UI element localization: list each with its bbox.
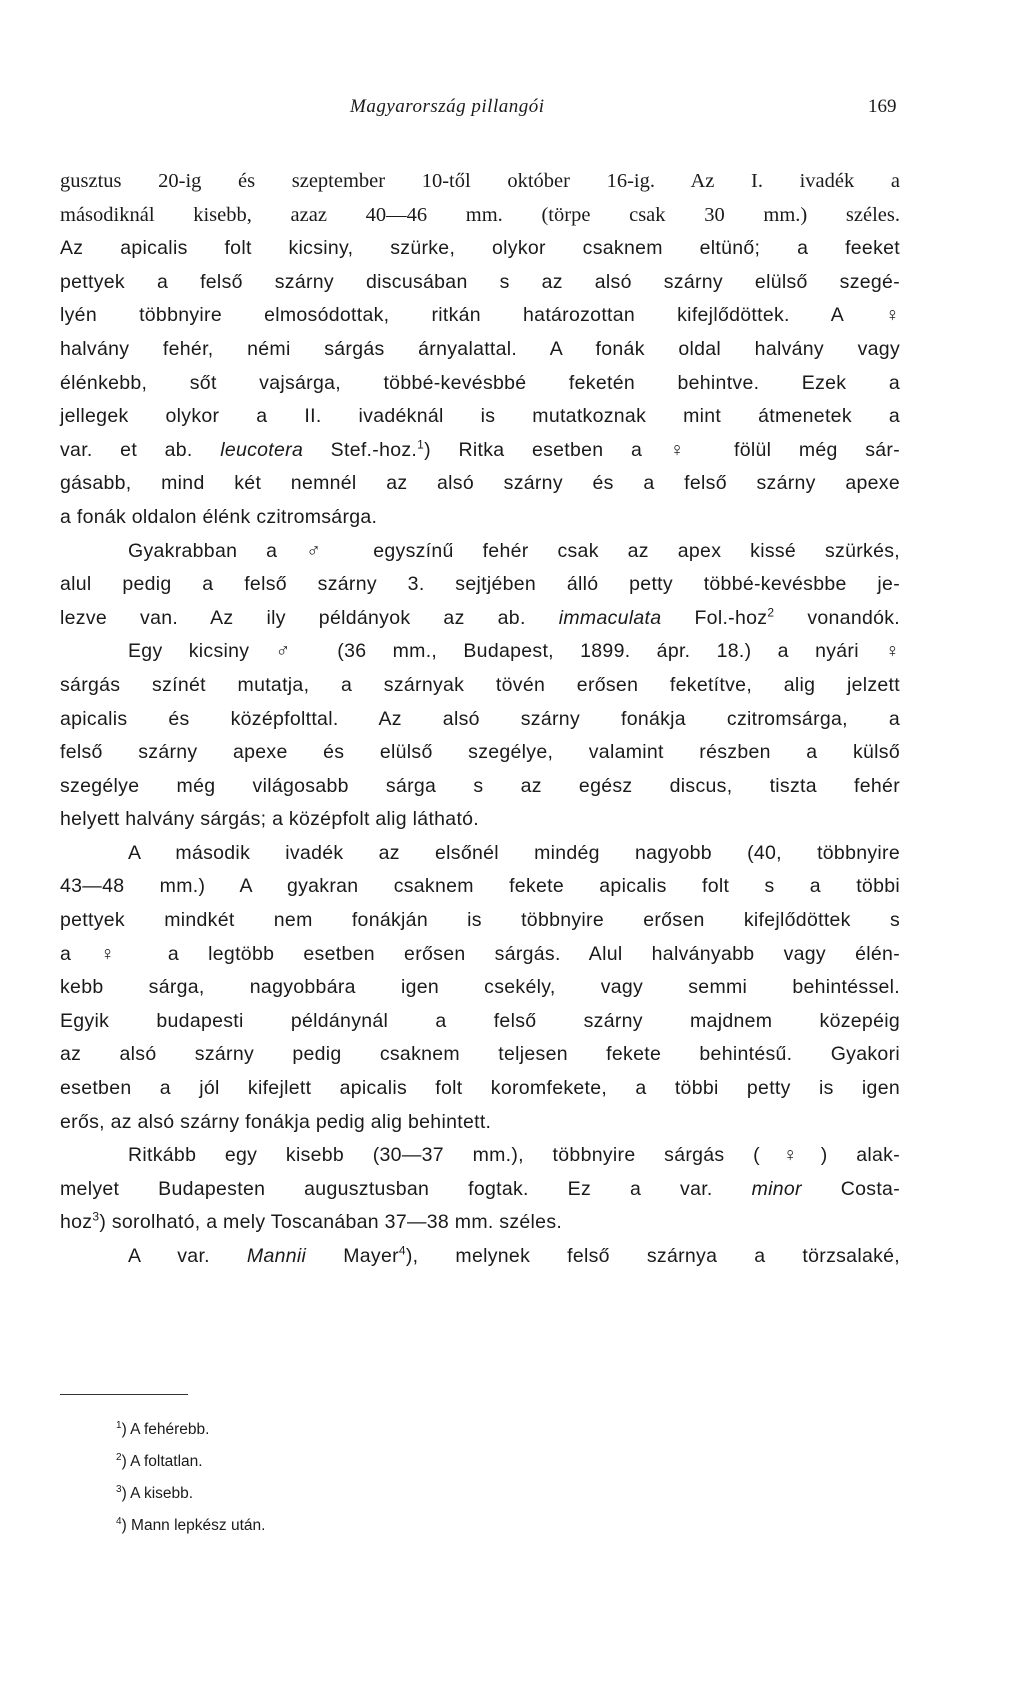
text-line: felső szárny apexe és elülső szegélye, valamint részben a külső <box>60 741 900 764</box>
text-line: kebb sárga, nagyobbára igen csekély, vagy semmi behintéssel. <box>60 976 900 999</box>
text-line <box>60 1240 900 1274</box>
text-line <box>60 602 900 636</box>
text-line <box>60 1206 900 1240</box>
text-line: sárgás színét mutatja, a szárnyak tövén erősen feketítve, alig jelzett <box>60 673 900 696</box>
text-line: pettyek a felső szárny discusában s az alsó szárny elülső szegé- <box>60 270 900 293</box>
text-line: 43—48 mm.) A gyakran csaknem fekete apicalis folt s a többi <box>60 875 900 898</box>
text-line: az alsó szárny pedig csaknem teljesen fekete behintésű. Gyakori <box>60 1043 900 1066</box>
footnote-ref: 3 <box>92 1209 100 1224</box>
text-line: Ritkább egy kisebb (30—37 mm.), többnyire sárgás (♀) alak- <box>128 1144 900 1167</box>
text-line: jellegek olykor a II. ivadéknál is mutatkoznak mint átmenetek a <box>60 405 900 428</box>
taxon-name: immaculata <box>558 606 662 629</box>
footnote-ref: 1 <box>417 437 425 452</box>
text-line: esetben a jól kifejlett apicalis folt koromfekete, a többi petty is igen <box>60 1077 900 1100</box>
text-line: Egyik budapesti példánynál a felső szárny majdnem közepéig <box>60 1009 900 1032</box>
taxon-name: leucotera <box>220 438 304 461</box>
footnote-text: ) A foltatlan. <box>121 1453 203 1470</box>
text-line: másodiknál kisebb, azaz 40—46 mm. (törpe csak 30 mm.) széles. <box>60 203 900 226</box>
text-fragment: Mayer <box>343 1245 399 1267</box>
text-line: halvány fehér, némi sárgás árnyalattal. A fonák oldal halvány vagy <box>60 337 900 360</box>
footnote-ref: 2 <box>767 605 775 620</box>
text-fragment: ) Ritka esetben a ♀ fölül még sár- <box>424 438 901 461</box>
text-line: szegélye még világosabb sárga s az egész discus, tiszta fehér <box>60 774 900 797</box>
text-line: gásabb, mind két nemnél az alsó szárny és a felső szárny apexe <box>60 472 900 495</box>
text-fragment: melyet Budapesten augusztusban fogtak. Ez a var. <box>60 1177 713 1200</box>
body-text <box>60 165 900 1274</box>
text-line: élénkebb, sőt vajsárga, többé-kevésbbé feketén behintve. Ezek a <box>60 371 900 394</box>
text-fragment: A var. <box>128 1245 210 1267</box>
text-fragment: lezve van. Az ily példányok az ab. <box>60 606 526 629</box>
running-title: Magyarország pillangói <box>350 96 545 117</box>
footnote-number: 3 <box>116 1483 122 1495</box>
text-line: Gyakrabban a ♂ egyszínű fehér csak az apex kissé szürkés, <box>128 539 900 562</box>
text-line: gusztus 20-ig és szeptember 10-től október 16-ig. Az I. ivadék a <box>60 170 900 192</box>
text-line: lyén többnyire elmosódottak, ritkán határozottan kifejlődöttek. A ♀ <box>60 304 900 327</box>
taxon-name: minor <box>751 1177 802 1200</box>
footnote <box>116 1414 265 1446</box>
text-line: A második ivadék az elsőnél mindég nagyobb (40, többnyire <box>128 841 900 864</box>
text-fragment: ), melynek felső szárnya a törzsalaké, <box>405 1245 901 1267</box>
text-fragment: Fol.-hoz <box>694 606 768 629</box>
text-line: apicalis és középfolttal. Az alsó szárny fonákja czitromsárga, a <box>60 707 900 730</box>
text-line: a fonák oldalon élénk czitromsárga. <box>60 505 378 528</box>
text-line: a ♀ a legtöbb esetben erősen sárgás. Alul halványabb vagy élén- <box>60 942 900 965</box>
footnote-text: ) Mann lepkész után. <box>121 1517 266 1534</box>
text-fragment: hoz <box>60 1211 93 1234</box>
taxon-name: Mannii <box>246 1245 307 1267</box>
text-fragment: var. et ab. <box>60 438 193 461</box>
text-line: Az apicalis folt kicsiny, szürke, olykor csaknem eltünő; a feeket <box>60 237 900 260</box>
footnote-number: 1 <box>116 1419 122 1431</box>
text-line: Egy kicsiny ♂ (36 mm., Budapest, 1899. ápr. 18.) a nyári ♀ <box>128 640 900 663</box>
footnote-divider <box>60 1394 188 1395</box>
text-line <box>60 1173 900 1207</box>
footnote-text: ) A kisebb. <box>121 1485 194 1502</box>
footnote <box>116 1446 265 1478</box>
page-number: 169 <box>868 96 897 117</box>
text-fragment: Stef.-hoz. <box>330 438 418 461</box>
footnote-number: 4 <box>116 1515 122 1527</box>
footnote-text: ) A fehérebb. <box>121 1421 210 1438</box>
footnotes <box>116 1414 265 1542</box>
footnote <box>116 1478 265 1510</box>
footnote-number: 2 <box>116 1451 122 1463</box>
text-line: alul pedig a felső szárny 3. sejtjében álló petty többé-kevésbbe je- <box>60 573 900 596</box>
footnote-ref: 4 <box>398 1243 406 1258</box>
text-fragment: Costa- <box>840 1177 900 1200</box>
text-line: erős, az alsó szárny fonákja pedig alig behintett. <box>60 1110 492 1133</box>
text-line: helyett halvány sárgás; a középfolt alig látható. <box>60 808 480 831</box>
text-line <box>60 434 900 468</box>
footnote <box>116 1510 265 1542</box>
text-fragment: vonandók. <box>774 606 901 629</box>
page-header <box>0 96 1024 126</box>
text-line: pettyek mindkét nem fonákján is többnyire erősen kifejlődöttek s <box>60 909 900 932</box>
text-fragment: ) sorolható, a mely Toscanában 37—38 mm. széles. <box>99 1211 563 1234</box>
